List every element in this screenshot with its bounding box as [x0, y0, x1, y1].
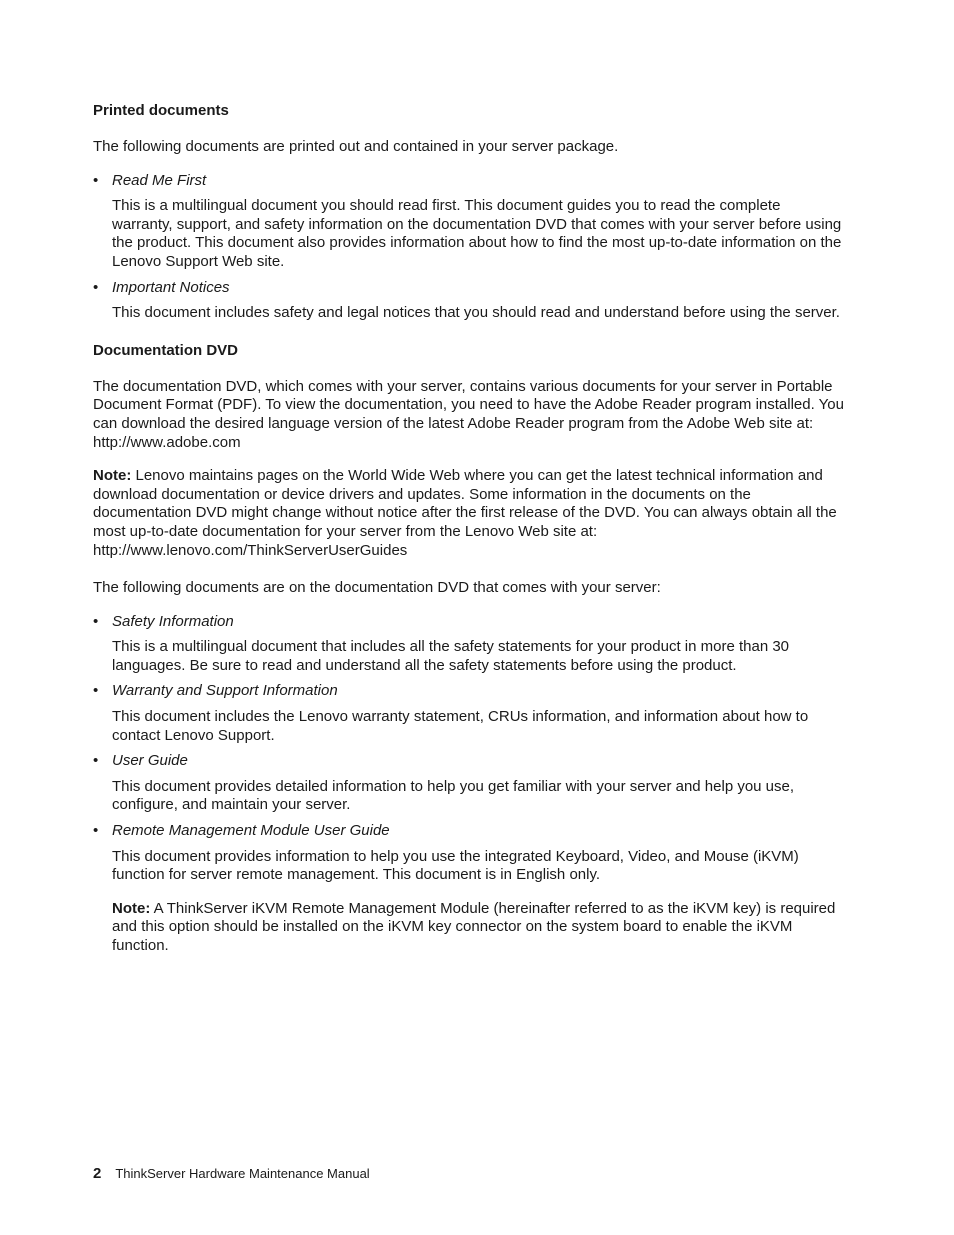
bullet-icon: • [93, 822, 99, 840]
page-footer [93, 1165, 370, 1184]
list-item-body: This is a multilingual document you should read first. This document guides you to read the complete warranty, support, and safety information on the documentation DVD that comes with your server before using the product. This document also provides information about how to find the most up-to-date information on the Lenovo Support Web site. [112, 197, 842, 270]
list-item-title: • User Guide [93, 752, 188, 770]
ikvm-note: Note: A ThinkServer iKVM Remote Management Module (hereinafter referred to as the iKVM key) is required and this option should be installed on the iKVM key connector on the system board to enable the iKVM function. [112, 899, 836, 954]
printed-documents-intro: The following documents are printed out and contained in your server package. [93, 138, 619, 155]
bullet-icon: • [93, 278, 99, 296]
dvd-note: Note: Lenovo maintains pages on the World Wide Web where you can get the latest technical information and download documentation or device drivers and updates. Some information in the documents on the documentation DVD might change without notice after the first release of the DVD. You can always obtain all the most up-to-date documentation for your server from the Lenovo Web site at: http://www.lenovo.com/ThinkServerUserGuides [93, 467, 845, 560]
list-item-body: This is a multilingual document that includes all the safety statements for your product in more than 30 languages. Be sure to read and understand all the safety statements before using the product. [112, 638, 790, 674]
list-item-title: • Important Notices [93, 278, 230, 296]
bullet-icon: • [93, 612, 99, 630]
document-page [93, 102, 845, 956]
dvd-intro: The documentation DVD, which comes with your server, contains various documents for your server in Portable Document Format (PDF). To view the documentation, you need to have the Adobe Reader program installed. You can download the desired language version of the latest Adobe Reader program from the Adobe Web site at: http://www.adobe.com [93, 377, 844, 451]
printed-documents-heading: Printed documents [93, 102, 229, 119]
bullet-icon: • [93, 682, 99, 700]
note-label: Note: [112, 899, 151, 917]
list-item-title: • Warranty and Support Information [93, 682, 338, 700]
list-item-title: • Remote Management Module User Guide [93, 822, 390, 840]
adobe-url: http://www.adobe.com [93, 433, 241, 451]
bullet-icon: • [93, 171, 99, 189]
list-item-body: This document provides detailed information to help you get familiar with your server and help you use, configure, and maintain your server. [112, 777, 795, 814]
bullet-icon: • [93, 752, 99, 770]
documentation-dvd-heading: Documentation DVD [93, 341, 239, 359]
list-item-body: This document includes safety and legal notices that you should read and understand before using the server. [112, 304, 840, 322]
dvd-list-intro: The following documents are on the documentation DVD that comes with your server: [93, 579, 661, 597]
list-item-title: • Read Me First [93, 171, 207, 189]
list-item-body: This document provides information to help you use the integrated Keyboard, Video, and Mouse (iKVM) function for server remote management. This document is in English only. [112, 847, 799, 884]
manual-title: ThinkServer Hardware Maintenance Manual [115, 1166, 370, 1181]
lenovo-url: http://www.lenovo.com/ThinkServerUserGuides [93, 541, 408, 559]
page-number: 2 [93, 1165, 102, 1182]
list-item-title: • Safety Information [93, 612, 234, 630]
list-item-body: This document includes the Lenovo warranty statement, CRUs information, and information about how to contact Lenovo Support. [112, 708, 809, 744]
note-label: Note: [93, 467, 132, 485]
